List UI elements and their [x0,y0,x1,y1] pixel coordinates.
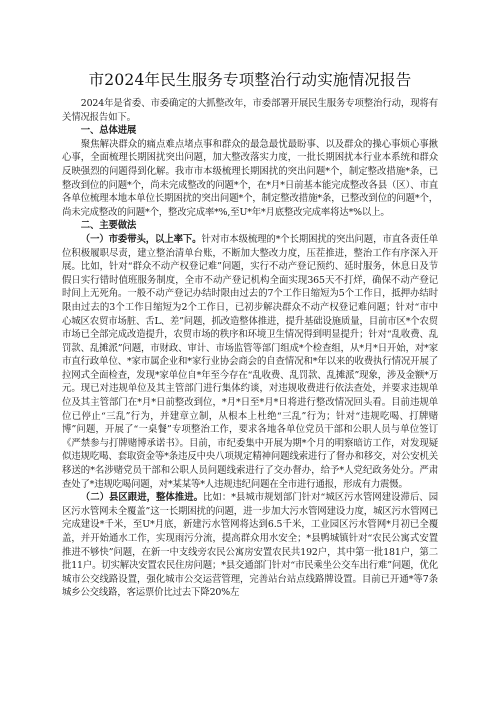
document-body [62,97,438,600]
subsection-county-heading: （二）县区跟进，整体推进。 [80,492,204,504]
subsection-city-paragraph [62,233,438,491]
subsection-county-text: 比如：*县城市规划部门针对“城区污水管网建设滞后、园区污水管网未全覆盖”这一长期困扰的问题，进一步加大污水管网建设力度，城区污水管网已完成建设*千米，至U*月底，新建污水管网将达到6.5千米，工业园区污水管网*月初已全覆盖，并开始通水工作，实现雨污分流，提高群众用水安全；*县鸭城镇针对“农民公寓式安置推进不够快”问题，在新一中支线旁农民公寓房安置农民共192户，其中第一批181户，第二批11户。切实解决安置农民住房问题；*县交通部门针对“市民乘坐公交车出行难”问题，优化城市公交线路设置，强化城市公交运营管理，完善站台站点线路牌设置。目前已开通*等7条城乡公交线路，客运票价比过去下降20%左 [62,492,439,599]
subsection-city-text: 针对市本级梳理的*个长期困扰的突出问题，市直各责任单位积极履职尽责，建立整治清单台账，不断加大整改力度，压茬推进，整治工作有序深入开展。比如，针对“群众不动产权登记难”问题，实行不动产登记预约、延时服务，休息日及节假日实行错时值班服务制度，全市不动产登记机构全面实现365天不打烊，确保不动产登记时间上无死角。一般不动产登记办结时限由过去的7个工作日缩短为5个工作日，抵押办结时限由过去的3个工作日缩短为2个工作日，已初步解决群众不动产权登记难问题；针对“市中心城区农贸市场脏、舌L、差”问题，抓改造整体推进，提升基础设施质量，目前市区*个农贸市场已全部完成改造提升，农贸市场的秩序和环境卫生情况得到明显提升；针对“乱收费、乱罚款、乱摊派”问题，市财政、审计、市场监管等部门组成*个检查组，从*月*日开始，对*家市直行政单位、*家市属企业和*家行业协会商会的自查情况和*年以来的收费执行情况开展了拉网式全面检查，发现*家单位自*年至今存在“乱收费、乱罚款、乱摊派”现象，涉及金额*万元。现已对违规单位及其主管部门进行集体约谈，对违规收费进行依法查处，并要求违规单位及其主管部门在*月*日前整改到位，*月*日至*月*日将进行整改情况回头看。目前违规单位已停止“三乱”行为，并建章立制，从根本上杜绝“三乱”行为；针对“违规吃喝、打牌赌博”问题，开展了“一桌餐”专项整治工作，要求各地各单位党员干部和公职人员与单位签订《严禁参与打牌赌博承诺书》。目前，市纪委集中开展为期*个月的明察暗访工作，对发现疑似违规吃喝、套取资金等*条违反中央八项规定精神问题线索进行了督办和移交，对公安机关移送的*名涉赌党员干部和公职人员问题线索进行了交办督办，给予*人党纪政务处分。严肃查处了*违规吃喝问题，对*某某等*人违规违纪问题在全市进行通报，形成有力震慑。 [62,233,438,490]
section-heading-practices: 二、主要做法 [80,220,137,232]
subsection-county-paragraph [62,491,438,600]
section-heading-progress: 一、总体进展 [80,125,137,137]
subsection-city-heading: （一）市委带头，以上率下。 [80,233,202,245]
document-title: 市2024年民生服务专项整治行动实施情况报告 [88,71,412,89]
progress-paragraph: 聚焦解决群众的痛点难点堵点事和群众的最急最忧最盼事、以及群众的操心事烦心事揪心事，全面梳理长期困扰突出问题，加大整改落实力度，一批长期困扰本行业本系统和群众反映强烈的问题得到化解。我市市本级梳理长期困扰的突出问题*个，制定整改措施*条，已整改到位的问题*个，尚未完成整改的问题*个，在*月*日前基本能完成整改各县（区）、市直各单位梳理本地本单位长期困扰的突出问题*个，制定整改措施*条，已整改到位的问题*个，尚未完成整改的问题*个，整改完成率*%,至U*年*月底整改完成率将达*%以上。 [62,138,438,218]
intro-paragraph: 2024年是省委、市委确定的大抓整改年，市委部署开展民生服务专项整治行动，现将有关情况报告如下。 [62,98,438,123]
